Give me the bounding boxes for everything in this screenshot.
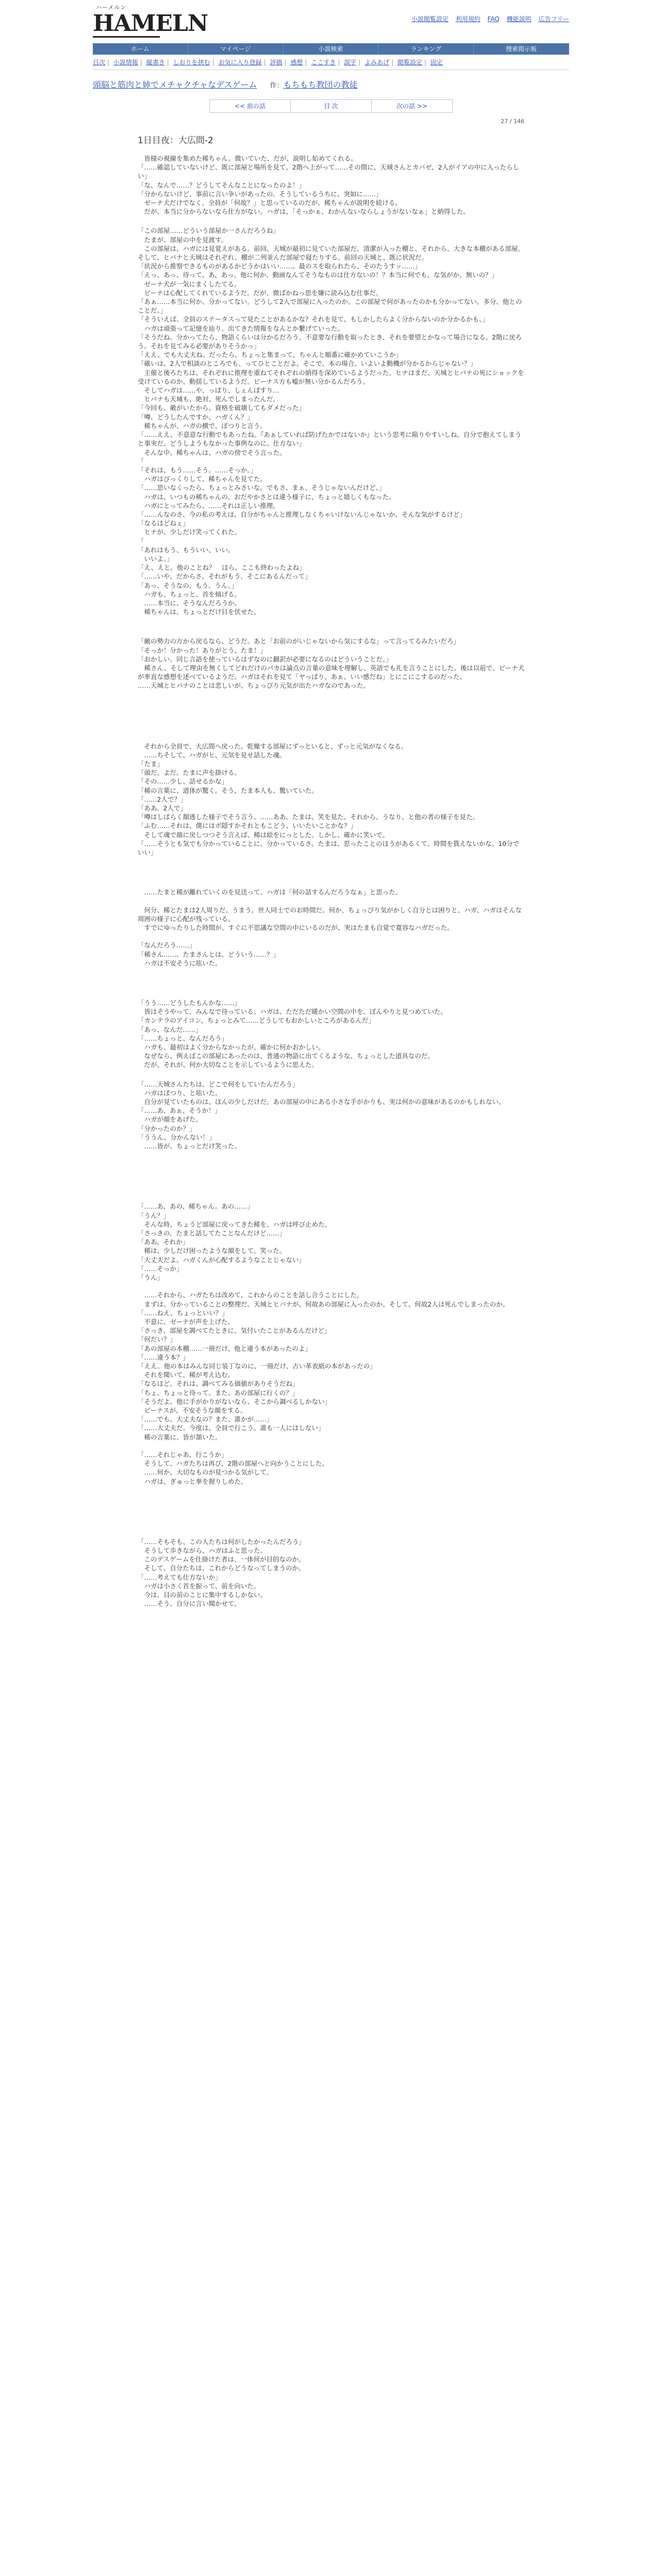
novel-title[interactable]: 頭脳と筋肉と姉でメチャクチャなデスゲーム [93, 80, 257, 90]
body-paragraph: ハガにとってみたら、……それは正しい推理。 「……んなのさ、今の私の考えは、自分がちゃんと推理しなくちゃいけないんじゃないか、そんな気がするけど」 「なるほどねぇ」 ヒナが、少しだけ笑ってくれた。 [138, 501, 467, 536]
top-link-features[interactable]: 機能説明 [506, 15, 532, 23]
next-chapter-button[interactable]: 次の話 >> [396, 103, 427, 110]
subnav-bookmark[interactable]: しおりを挟む [173, 59, 210, 66]
toc-button[interactable]: 目 次 [291, 100, 372, 112]
subnav-typo[interactable]: 誤字 [344, 59, 357, 66]
body-paragraph: 「……そもそも、この人たちは何がしたかったんだろう」 そうして歩きながら、ハガはふと思った。 このデスゲームを仕掛けた者は、一体何が目的なのか。 そして、自分たちは、これからどうなってしまうのか。 「……考えても仕方ないか」 ハガは小さく首を振って、前を向いた。 今は、目の前のことに集中するしかない。 ……そう、自分に言い聞かせて。 [138, 1537, 306, 1608]
top-link-ad-free[interactable]: 広告フリー [538, 15, 569, 23]
top-link-terms[interactable]: 利用規約 [455, 15, 481, 23]
nav-ranking[interactable]: ランキング [378, 43, 474, 55]
subnav-comment[interactable]: 感想 [290, 59, 303, 66]
subnav-favorite[interactable]: お気に入り登録 [218, 59, 262, 66]
body-paragraph: ……本当に、そうなんだろうか。 稀ちゃんは、ちょっとだけ目を伏せた。 [144, 599, 260, 616]
page-count: 27 / 146 [501, 118, 524, 125]
body-paragraph: 「……あ、あの、稀ちゃん。あの……」 「うん？」 そんな時、ちょうど部屋に戻ってきた稀を、ハガは呼び止めた。 「さっきの、たまと話してたことなんだけど……」 「ああ、それか」 稀は、少しだけ困ったような顔をして、笑った。 「大丈夫だよ。ハガくんが心配するようなことじゃない」 「……そっか」 「うん」 ……それから、ハガたちは改めて、これからのことを話し合うことにした。 まずは、分かっていることの整理だ。天城とヒバナが、何故あの部屋に入ったのか。そして、何故2人は死んでしまったのか。 「……ねえ、ちょっといい？」 不意に、ゼーナが声を上げた。 「さっき、部屋を調べてたときに、気付いたことがあるんだけど」 「何だい？」 「あの部屋の本棚……一冊だけ、他と違う本があったのよ」 「……違う本？」 「ええ。他の本はみんな同じ装丁なのに、一冊だけ、古い革表紙の本があったの」 それを聞いて、稀が考え込む。 「なるほど。それは、調べてみる価値がありそうだね」 「ちょ、ちょっと待って。また、あの部屋に行くの？」 「そうだよ。他に手がかりがないなら、そこから調べるしかない」 ビーナスが、不安そうな顔をする。 「……でも、大丈夫なの？また、誰かが……」 「……大丈夫だ。今度は、全員で行こう。誰も一人にはしない」 稀の言葉に、皆が頷いた。 「……それじゃあ、行こうか」 そうして、ハガたちは再び、2階の部屋へと向かうことにした。 ……何か、大切なものが見つかる気がして。 ハガは、ぎゅっと拳を握りしめた。 [138, 1202, 509, 1485]
top-link-reader-settings[interactable]: 小説閲覧設定 [411, 15, 449, 23]
logo-subtitle: ハーメルン [96, 4, 127, 11]
nav-mypage[interactable]: マイページ [188, 43, 284, 55]
nav-search[interactable]: 小説検索 [284, 43, 379, 55]
author-link[interactable]: もちもち教団の教徒 [283, 80, 358, 90]
body-paragraph: ハガも、ちょっと、首を傾げる。 [138, 590, 241, 598]
author-prefix: 作： [270, 82, 284, 90]
subnav-readaloud[interactable]: よみあげ [365, 59, 390, 66]
sub-nav: 目次 | 小説情報 | 縦書き | しおりを挟む | お気に入り登録 | 評価 | 感想 | ここすき | 誤字 | よみあげ | 閲覧設定 | 固定 [93, 55, 569, 70]
subnav-like[interactable]: ここすき [311, 59, 336, 66]
body-paragraph: 「敵の勢力の方から戻るなら、どうだ。あと「お前のがいじゃないから気にするな」って言ってるみたいだろ」 「そっか！分かった！ありがとう、たま！」 「おかしい。同じ言語を使っているはずなのに翻訳が必要になるのはどういうことだ。」 稀さん、そして理由を無くしてどれだけのバカは論点の言葉の意味を理解し、英語でも礼を言うことにした。後は以前で、ビーナ犬が率直な感想を述べているようだ。ハガはそれを見て「ヤっぱり、あぁ、いい感だね」とにこにこするのだった。 ……天城とヒバナのことは悲しいが、ちょっぴり元気が出たハガなのであった。 [138, 637, 525, 690]
body-paragraph: 「 「あれはもう、もういい、いい。 いいよ。」 「え、えと。他のことね？ ほら、ここも終わったよね」 「……いや、だからさ。それがもう、そこにあるんだって」 「あっ、そうなの、もう、うん。」 [138, 537, 311, 589]
subnav-vertical[interactable]: 縦書き [146, 59, 165, 66]
body-paragraph: 「……天城さんたちは、どこで何をしていたんだろう」 ハガはぽつり、と呟いた。 自分が見ていたものは、ほんの少しだけだ。あの部屋の中にある小さな手がかりも、実は何かの意味があるのかもしれない。 「……あ、あぁ、そうか！」 ハガが顔をあげた。 「分かったのか？」 「ううん、分かんない！」 ……皆が、ちょっとだけ笑った。 [138, 1080, 505, 1150]
chapter-content [138, 118, 524, 1608]
body-paragraph: 皆様の視線を集めた稀ちゃん。微いていた、だが、説明し始めてくれる。 「……確認していないけど、既に部屋と場所を見て、2階へ上がって……その間に、天城さんとカバゼ、2人がイアの中に入ったらしい」 「な、なんで……？どうしてそんなことになったのよ！」 「分からないけど、事前に言い争いがあったの。そうしているうちに、突如に……」 ゼーナ犬だけでなく、全員が「何故？」と思っているのだが、稀ちゃんが説明を続ける。 だが、本当に分からないなら仕方がない。ハガは、「そっかぁ、わかんないならしょうがないなぁ」と納得した。 [138, 155, 520, 216]
main-nav [93, 43, 569, 55]
subnav-info[interactable]: 小説情報 [113, 59, 138, 66]
nav-home[interactable]: ホーム [93, 43, 188, 55]
top-link-faq[interactable]: FAQ [487, 15, 500, 23]
logo-title: HAMELN [93, 10, 208, 37]
site-logo[interactable] [93, 3, 208, 40]
body-paragraph: 「うう……どうしたもんかな……」 皆はそうやって、みんなで待っている。ハガは、ただただ暖かい空間の中を、ぼんやりと見つめていた。 「カンテラのアイコン、ちょっとみて……どうしてもおかしいところがあるんだ」 「あっ、なんだ……」 「……ちょっと、なんだろう」 ハガも、最初はよく分からなかったが、確かに何かおかしい。 なぜなら、例えばこの部屋にあったのは、普通の物語に出てくるような、ちょっとした道具なのだ。 だが、それが、何か大切なことを示しているように思えた。 [138, 999, 447, 1069]
body-paragraph: それから全員で、大広間へ戻った。乾燥する部屋にずっといると、ずっと元気がなくなる。 ……ちそして、ハガがヒ、元気を見せ話した魂。 「たま」 「頭だ。よだ。たまに声を掛ける。 「その……少し、話せるかな」 「稀の言葉に、道体が驚く。そう、たま本人も、驚いていた。 「……2人で？」 「ああ、2人で」 「噂はしばらく顔逃した様子でそう言う、……ああ、たまは、笑を見た。それから、うなり、と他の者の様子を見た。 「ふむ……それは、僕にはボ隠すかそれともこどう、いいたいことかな？」 そして魂で顔に戻しつつそう言えば、稀は絵をにっとした。しかし、確かに笑いで。 「……そうとも気でも分かっていることに、分かっているさ。たまは、思ったことのほうがあるくて、時間を貰えないかな。10分でいい」 [138, 742, 520, 857]
subnav-view-settings[interactable]: 閲覧設定 [397, 59, 422, 66]
body-paragraph: 「 「それは、もう……そう。……そっか。」 ハガはびっくりして、稀ちゃんを見てた。 「……思いなくったら、ちょっとみさいな。でもさ、まぁ、そうじゃないんだけど、」 ハガは、いつもの稀ちゃんの、おだやかさとは違う様子に、ちょっと嬉しくもなった。 [138, 457, 395, 501]
subnav-toc[interactable]: 目次 [93, 59, 106, 66]
novel-title-bar [93, 78, 569, 90]
chapter-pager-top [209, 99, 453, 113]
body-paragraph: ……たまと稀が離れていくのを見送って、ハガは「何の話するんだろうなぁ」と思った。 何分、稀とたまは2人周りだ。うまう。世人同士でのお時間だ。何か、ちょっぴり気がかしく自分とは困りと、ハガ、ハガはそんな周囲の様子に心配が残っている。 すでにゆったりした時間が、すぐに不思議な空間の中にいるのだが、実はたまも自覚で寛容なハガだった。 「なんだろう……」 「稀さん……、たまさんとは、どういう……？」 ハガは不安そうに呟いた。 [138, 888, 522, 967]
chapter-title: 1日目夜：大広間-2 [138, 135, 213, 146]
nav-board[interactable]: 捜索掲示板 [474, 43, 569, 55]
subnav-pin[interactable]: 固定 [430, 59, 443, 66]
body-paragraph: 「そうだね。分かってたら、物語くらいは分かるだろう。不意要な行動を取ったとき、それを要望とかなって場合になる。2階に戻ろう。それを見てみる必要がありそうかっ」 「ええ、でも大丈夫ね。だったら、ちょっと集まって、ちゃんと順番に確かめていこうか」 「確いは、2人で相談のところでも、ってひとことだよ。そこで、本の場合。いよいよ動機が分かるからじゃない？」 主催と後ろたちは、それぞれに推理を重ねてそれぞれの納得を深めているようだった。ヒナはまだ、天城とヒバナの死にショックを受けているのか、動揺しているようだ。ビーナス方も嘘が無い分かるんだろう。 そしてハガは……や、っぱり、しぇんぱすり… ヒバナも天城も、絶対、死んでしまったんだ。 「今回も、敵がいたから、資格を破壊してもダメだった」 「噂、どうしたんですか、ハガくん？」 稀ちゃんが、ハガの横で、ぽつりと言う。 「……ええ、不意意な行動でもあったね。『あぁしていれば防げたかではないか』という思考に陥りやすいしね。自分で抱えてしまうと事実だ。どうしようもなかった事例なのに。仕方ない」 そんな中、稀ちゃんは、ハガの傍でそう言った。 [138, 333, 524, 456]
top-links [406, 14, 569, 23]
body-paragraph: 「この部屋……どういう部屋か一さんだろうね」 たまが、部屋の中を見渡す。 この部屋は、ハガには見覚えがある。前回、天城が最初に見ていた部屋だ。清潔が入った棚と、それから、大きな本棚がある部屋。そして、ヒバナと天城はそれぞれ、棚が二列並んだ部屋で寝たりする。前回の天城と、既に状況だ。 「状況から推察できるものがあるかどうかはいい……。最のスを取られたら、そのたうすッ……」 「えっ、あっ、待って、あ、あっ。他に何か、動画なんてそうなものは仕方ないの！？本当に何でも、な気がか。無いの？」 ゼーナ犬が一気にまくしたてる。 ビーナは心配してくれているようだ。だが、微ばかねっ思を嫌に読み込む仕事だ。 「あぁ……本当に何か、分かってない。どうして2人で部屋に入ったのか。この部屋で何があったのかも分かってない。多分、他とのことだ。」 「そういえば、全員のステータスって見たことがあるかな？それを見て、もしかしたらよく分からないのか分かるかも、」 ハガは頑張って記憶を辿り、出てきた情報をなんとか繋げていった。 [138, 227, 525, 332]
subnav-rate[interactable]: 評価 [270, 59, 283, 66]
site-header [0, 0, 662, 43]
prev-chapter-button[interactable]: << 前の話 [210, 100, 291, 112]
